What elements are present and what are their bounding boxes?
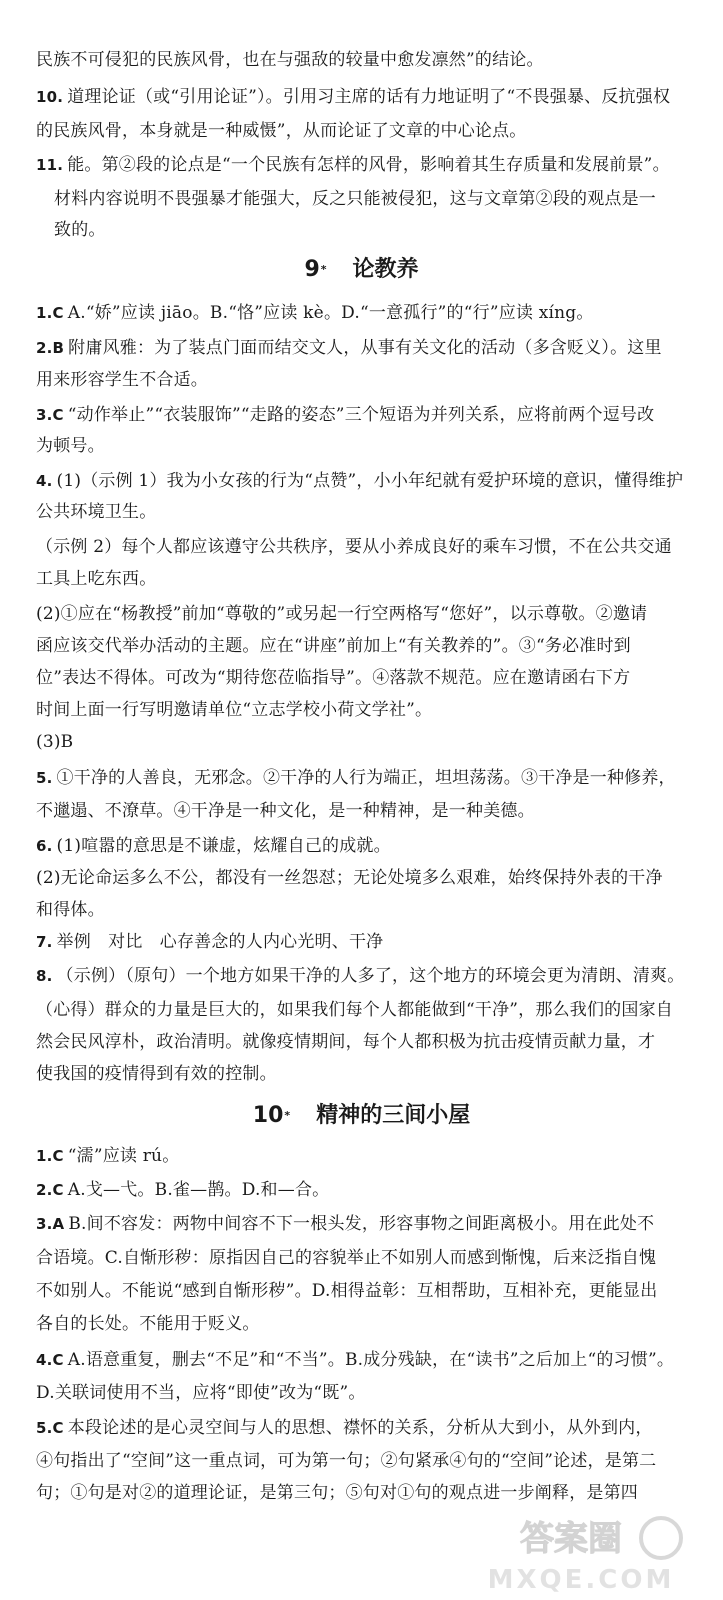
- answer-line: 不如别人。不能说“感到自惭形秽”。D.相得益彰：互相帮助，互相补充，更能显出: [36, 1281, 658, 1301]
- answer-line: 致的。: [54, 220, 106, 240]
- answer-line: 1.C A.“娇”应读 jiāo。B.“恪”应读 kè。D.“一意孤行”的“行”应读 xíng。: [36, 303, 594, 323]
- answer-line: 不邋遢、不潦草。④干净是一种文化，是一种精神，是一种美德。: [36, 801, 535, 821]
- answer-line: (3)B: [36, 732, 74, 752]
- answer-line: 使我国的疫情得到有效的控制。: [36, 1064, 277, 1084]
- answer-line: 公共环境卫生。: [36, 502, 157, 522]
- answer-line: 工具上吃东西。: [36, 569, 157, 589]
- answer-line: 1.C “濡”应读 rú。: [36, 1146, 180, 1166]
- section-heading-10: [0, 1098, 723, 1134]
- answer-line: 各自的长处。不能用于贬义。: [36, 1314, 260, 1334]
- answer-line: 10. 道理论证（或“引用论证”）。引用习主席的话有力地证明了“不畏强暴、反抗强权: [36, 87, 671, 107]
- answer-line: 3.A B.间不容发：两物中间容不下一根头发，形容事物之间距离极小。用在此处不: [36, 1214, 655, 1234]
- answer-line: （心得）群众的力量是巨大的，如果我们每个人都能做到“干净”，那么我们的国家自: [36, 1000, 673, 1020]
- answer-line: (2)①应在“杨教授”前加“尊敬的”或另起一行空两格写“您好”，以示尊敬。②邀请: [36, 604, 648, 624]
- answer-line: 然会民风淳朴，政治清明。就像疫情期间，每个人都积极为抗击疫情贡献力量，才: [36, 1032, 656, 1052]
- section-number: 10: [252, 1103, 284, 1128]
- answer-line: 民族不可侵犯的民族风骨，也在与强敌的较量中愈发凛然”的结论。: [36, 50, 544, 70]
- section-number: 9: [304, 257, 320, 282]
- answer-line: 2.C A.戈—弋。B.雀—鹊。D.和—合。: [36, 1180, 330, 1200]
- answer-line: 句；①句是对②的道理论证，是第三句；⑤句对①句的观点进一步阐释，是第四: [36, 1483, 638, 1503]
- answer-line: 2.B 附庸风雅：为了装点门面而结交文人，从事有关文化的活动（多含贬义）。这里: [36, 338, 662, 358]
- answer-line: 和得体。: [36, 900, 105, 920]
- answer-line: 合语境。C.自惭形秽：原指因自己的容貌举止不如别人而感到惭愧，后来泛指自愧: [36, 1248, 657, 1268]
- answer-line: 时间上面一行写明邀请单位“立志学校小荷文学社”。: [36, 700, 433, 720]
- starred-mark: *: [320, 263, 327, 276]
- answer-line: 用来形容学生不合适。: [36, 370, 208, 390]
- answer-line: （示例 2）每个人都应该遵守公共秩序，要从小养成良好的乘车习惯，不在公共交通: [36, 537, 672, 557]
- answer-line: 4. (1)（示例 1）我为小女孩的行为“点赞”，小小年纪就有爱护环境的意识，懂得维护: [36, 471, 684, 491]
- answer-line: 函应该交代举办活动的主题。应在“讲座”前加上“有关教养的”。③“务必准时到: [36, 636, 631, 656]
- section-heading-9: [0, 252, 723, 288]
- answer-line: D.关联词使用不当，应将“即使”改为“既”。: [36, 1383, 366, 1403]
- answer-line: (2)无论命运多么不公，都没有一丝怨怼；无论处境多么艰难，始终保持外表的干净: [36, 868, 663, 888]
- svg-text:MXQE.COM: MXQE.COM: [487, 1565, 675, 1594]
- svg-text:答案圈: 答案圈: [520, 1519, 622, 1559]
- answer-line: 4.C A.语意重复，删去“不足”和“不当”。B.成分残缺，在“读书”之后加上“的习惯”。: [36, 1350, 675, 1370]
- answer-line: 位”表达不得体。可改为“期待您莅临指导”。④落款不规范。应在邀请函右下方: [36, 668, 631, 688]
- answer-line: 7. 举例 对比 心存善念的人内心光明、干净: [36, 932, 384, 952]
- starred-mark: *: [284, 1109, 291, 1122]
- answer-line: 6. (1)喧嚣的意思是不谦虚，炫耀自己的成就。: [36, 836, 391, 856]
- answer-line: 5. ①干净的人善良，无邪念。②干净的人行为端正，坦坦荡荡。③干净是一种修养，: [36, 768, 676, 788]
- answer-line: 3.C “动作举止”“衣装服饰”“走路的姿态”三个短语为并列关系，应将前两个逗号改: [36, 405, 655, 425]
- answer-line: 8. （示例）（原句）一个地方如果干净的人多了，这个地方的环境会更为清朗、清爽。: [36, 966, 685, 986]
- answer-line: 材料内容说明不畏强暴才能强大，反之只能被侵犯，这与文章第②段的观点是一: [54, 189, 656, 209]
- answer-line: 11. 能。第②段的论点是“一个民族有怎样的风骨，影响着其生存质量和发展前景”。: [36, 155, 670, 175]
- section-title: 精神的三间小屋: [316, 1103, 471, 1128]
- answer-line: ④句指出了“空间”这一重点词，可为第一句；②句紧承④句的“空间”论述，是第二: [36, 1451, 657, 1471]
- watermark-logo: [453, 1508, 713, 1594]
- section-title: 论教养: [352, 257, 419, 282]
- answer-line: 的民族风骨，本身就是一种威慑”，从而论证了文章的中心论点。: [36, 121, 527, 141]
- answer-line: 为顿号。: [36, 436, 105, 456]
- answer-line: 5.C 本段论述的是心灵空间与人的思想、襟怀的关系，分析从大到小，从外到内，: [36, 1418, 653, 1438]
